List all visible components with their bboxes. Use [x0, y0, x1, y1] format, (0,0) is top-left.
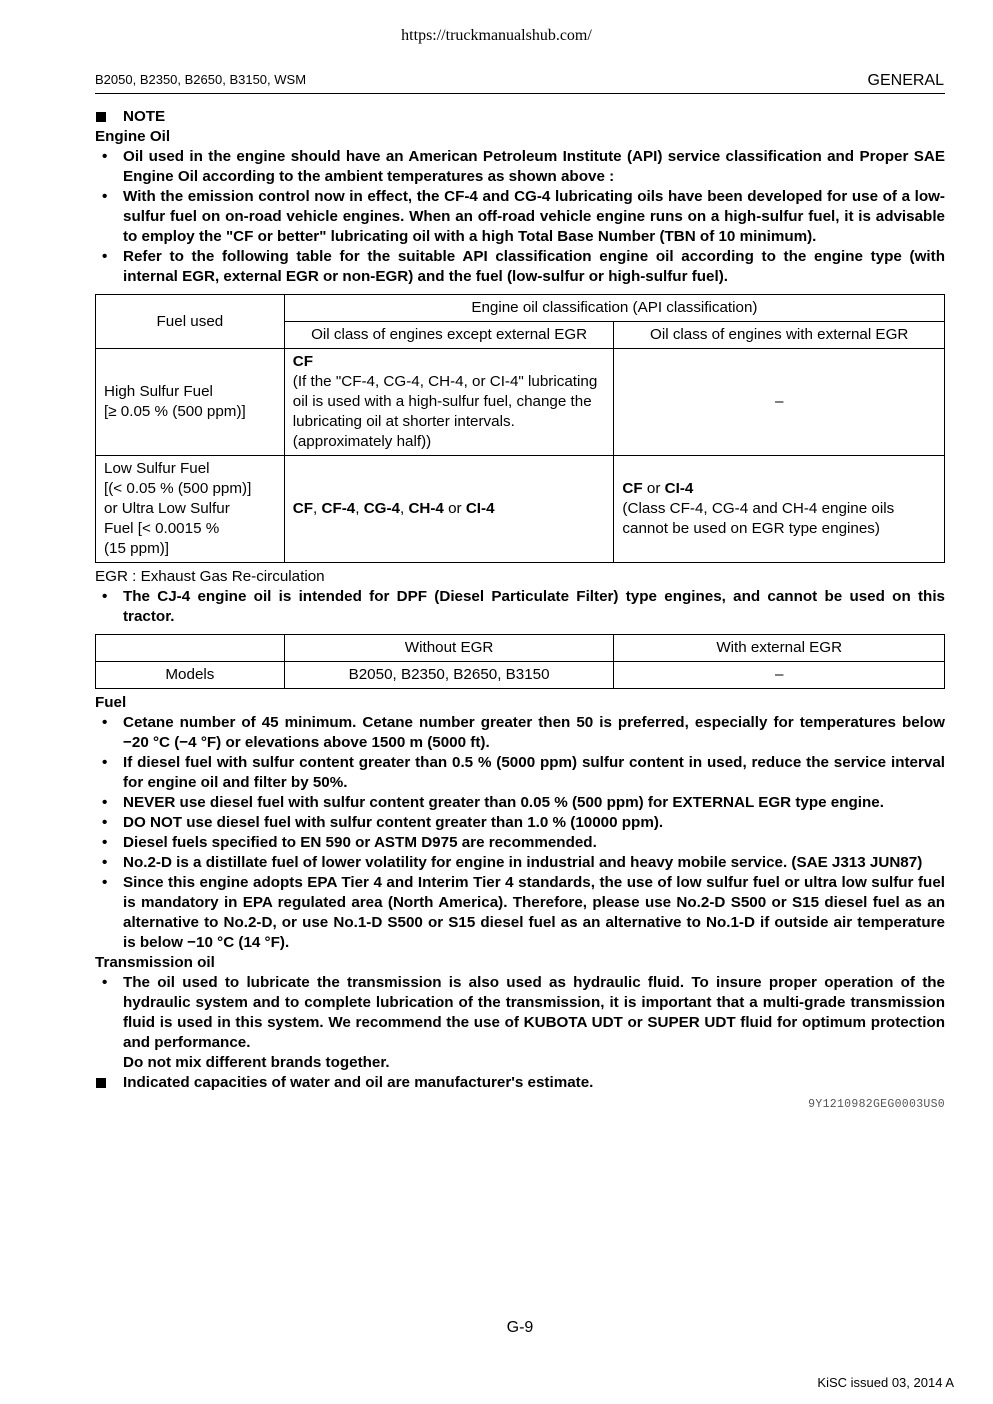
table-cell: [284, 456, 614, 563]
oil-classification-table: [95, 294, 945, 563]
table-cell: –: [614, 349, 945, 456]
page-number: G-9: [506, 1319, 534, 1336]
bullet-text: Since this engine adopts EPA Tier 4 and Interim Tier 4 standards, the use of low sulfur fuel or ultra low sulfur fuel is mandatory in EPA regulated area (North America). Therefore, please use No.2-D S500 or S15 diesel fuel as an alternative to No.2-D, or use No.1-D S500 or S15 diesel fuel as an alternative to No.1-D if outside air temperature is below −10 °C (14 °F).: [123, 874, 945, 951]
cell-text: ,: [399, 500, 409, 517]
table-cell: B2050, B2350, B2650, B3150: [284, 662, 614, 689]
table-row: [96, 349, 945, 456]
cell-text-bold: CI-4: [664, 480, 694, 497]
table-cell: [614, 456, 945, 563]
bullet-text: The CJ-4 engine oil is intended for DPF (Diesel Particulate Filter) type engines, and cannot be used on this tractor.: [123, 588, 945, 625]
table-row: [96, 456, 945, 563]
table-header-with: Oil class of engines with external EGR: [614, 322, 945, 349]
bullet-icon: •: [102, 754, 108, 771]
transmission-heading: Transmission oil: [95, 954, 215, 971]
cell-text: or: [642, 480, 665, 497]
engine-oil-heading: Engine Oil: [95, 128, 171, 145]
bullet-text: The oil used to lubricate the transmission is also used as hydraulic fluid. To insure proper operation of the hydraulic system and to complete lubrication of the transmission, it is important that a multi-grade transmission fluid is used in this system. We recommend the use of KUBOTA UDT or SUPER UDT fluid for optimum protection and performance.: [123, 974, 945, 1051]
cell-text: (15 ppm)]: [104, 540, 169, 557]
table-header-blank: [96, 635, 285, 662]
bullet-text: Do not mix different brands together.: [123, 1054, 390, 1071]
table-header-except: Oil class of engines except external EGR: [284, 322, 614, 349]
bullet-text: Refer to the following table for the suitable API classification engine oil according to the engine type (with internal EGR, external EGR or non-EGR) and the fuel (low-sulfur or high-sulfur fuel).: [123, 248, 945, 285]
table-header-with: With external EGR: [614, 635, 945, 662]
engine-oil-list: [95, 147, 945, 287]
bullet-icon: •: [102, 854, 108, 871]
cell-text: (If the "CF-4, CG-4, CH-4, or CI-4" lubricating oil is used with a high-sulfur fuel, change the lubricating oil at shorter intervals. (approximately half)): [292, 373, 598, 450]
egr-footnote: EGR : Exhaust Gas Re-circulation: [95, 568, 325, 585]
note-title-line: [95, 107, 945, 127]
cell-text-bold: CF: [292, 500, 314, 517]
list-item: [95, 753, 945, 793]
fuel-list: [95, 713, 945, 953]
cj4-list: [95, 587, 945, 627]
models-table: [95, 634, 945, 689]
cell-text-bold: CI-4: [465, 500, 495, 517]
table-row: [96, 662, 945, 689]
capacities-note: Indicated capacities of water and oil are manufacturer's estimate.: [123, 1074, 594, 1091]
table-row: [96, 635, 945, 662]
list-item: [95, 853, 945, 873]
table-header-group: Engine oil classification (API classification): [284, 295, 944, 322]
square-bullet-icon: [96, 112, 106, 122]
bullet-icon: •: [102, 714, 108, 731]
header-section: GENERAL: [867, 72, 944, 89]
bullet-icon: •: [102, 188, 108, 205]
square-bullet-icon: [96, 1078, 106, 1088]
cell-text: ,: [355, 500, 364, 517]
header-models: B2050, B2350, B2650, B3150, WSM: [95, 72, 307, 87]
note-title: NOTE: [123, 108, 166, 125]
cell-text: or Ultra Low Sulfur: [104, 500, 230, 517]
list-item: [95, 247, 945, 287]
table-cell: [96, 349, 285, 456]
cell-text: ,: [313, 500, 322, 517]
bullet-icon: •: [102, 248, 108, 265]
list-item: [95, 793, 945, 813]
bullet-icon: •: [102, 834, 108, 851]
bullet-icon: •: [102, 148, 108, 165]
cell-text: Fuel [< 0.0015 %: [104, 520, 220, 537]
table-cell: [284, 349, 614, 456]
bullet-icon: •: [102, 974, 108, 991]
list-item: [95, 713, 945, 753]
table-row: [96, 295, 945, 322]
cell-text-bold: CG-4: [363, 500, 400, 517]
table-cell: Models: [96, 662, 285, 689]
cell-text: or: [443, 500, 466, 517]
header-rule: [95, 93, 945, 94]
cell-text-bold: CH-4: [408, 500, 444, 517]
bullet-icon: •: [102, 794, 108, 811]
bullet-icon: •: [102, 874, 108, 891]
list-item: [95, 147, 945, 187]
document-id: 9Y1210982GEG0003US0: [808, 1098, 945, 1111]
cell-text: [(< 0.05 % (500 ppm)]: [104, 480, 252, 497]
list-item: [95, 813, 945, 833]
table-header-without: Without EGR: [284, 635, 614, 662]
source-url: https://truckmanualshub.com/: [401, 27, 592, 44]
table-cell: [96, 456, 285, 563]
cell-text-bold: CF-4: [321, 500, 356, 517]
list-item: [95, 587, 945, 627]
cell-text: Low Sulfur Fuel: [104, 460, 210, 477]
table-cell: –: [614, 662, 945, 689]
bullet-text: Oil used in the engine should have an American Petroleum Institute (API) service classification and Proper SAE Engine Oil according to the ambient temperatures as shown above :: [123, 148, 945, 185]
cell-text-bold: CF: [292, 353, 314, 370]
bullet-icon: •: [102, 588, 108, 605]
bullet-icon: •: [102, 814, 108, 831]
list-item: [95, 873, 945, 953]
transmission-list: [95, 973, 945, 1073]
list-item: [95, 973, 945, 1073]
bullet-text: With the emission control now in effect, the CF-4 and CG-4 lubricating oils have been developed for use of a low-sulfur fuel on on-road vehicle engines. When an off-road vehicle engine runs on a high-sulfur fuel, it is advisable to employ the "CF or better" lubricating oil with a high Total Base Number (TBN of 10 minimum).: [123, 188, 945, 245]
bullet-text: Cetane number of 45 minimum. Cetane number greater then 50 is preferred, especially for temperatures below −20 °C (−4 °F) or elevations above 1500 m (5000 ft).: [123, 714, 945, 751]
bullet-text: DO NOT use diesel fuel with sulfur content greater than 1.0 % (10000 ppm).: [123, 814, 664, 831]
issued-note: KiSC issued 03, 2014 A: [817, 1375, 954, 1390]
fuel-heading: Fuel: [95, 694, 127, 711]
cell-text-bold: CF: [622, 480, 643, 497]
bullet-text: No.2-D is a distillate fuel of lower volatility for engine in industrial and heavy mobile service. (SAE J313 JUN87): [123, 854, 923, 871]
cell-text: High Sulfur Fuel: [104, 383, 213, 400]
list-item: [95, 833, 945, 853]
list-item: [95, 187, 945, 247]
cell-text: [≥ 0.05 % (500 ppm)]: [104, 403, 246, 420]
capacities-note-line: [95, 1073, 945, 1093]
table-header-fuel: Fuel used: [96, 295, 285, 349]
page-content: [95, 107, 945, 1115]
bullet-text: Diesel fuels specified to EN 590 or ASTM D975 are recommended.: [123, 834, 597, 851]
bullet-text: If diesel fuel with sulfur content greater than 0.5 % (5000 ppm) sulfur content in used, reduce the service interval for engine oil and filter by 50%.: [123, 754, 945, 791]
bullet-text: NEVER use diesel fuel with sulfur content greater than 0.05 % (500 ppm) for EXTERNAL EGR type engine.: [123, 794, 884, 811]
cell-text: (Class CF-4, CG-4 and CH-4 engine oils cannot be used on EGR type engines): [622, 500, 895, 537]
